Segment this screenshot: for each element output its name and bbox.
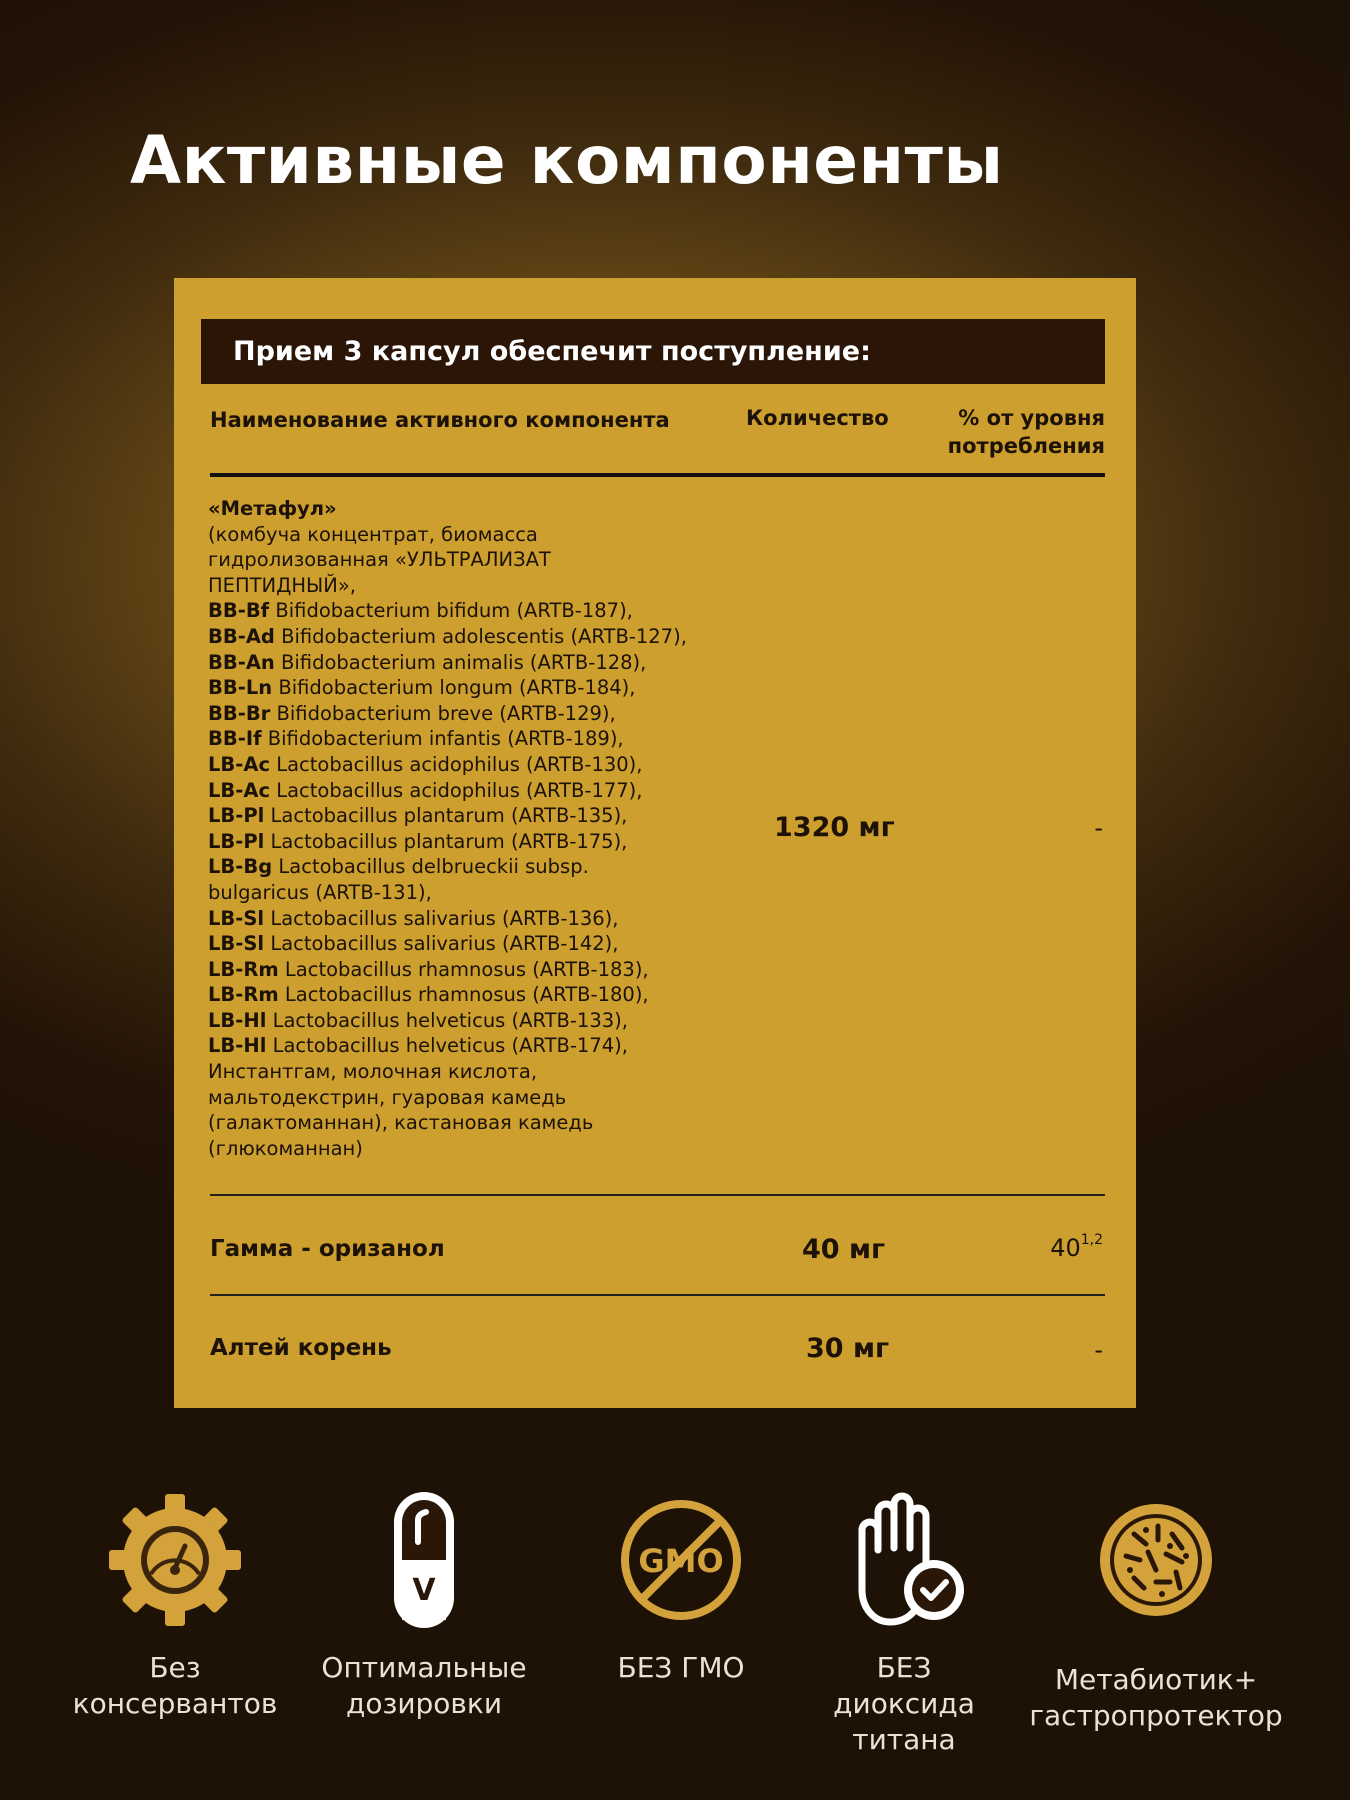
althea-pct: - <box>1094 1336 1103 1364</box>
column-qty-header: Количество <box>746 406 889 430</box>
feature-optimal-dosage <box>294 1490 554 1722</box>
composition-line <box>208 982 728 1008</box>
column-pct-line1: % от уровня <box>958 406 1105 430</box>
composition-line <box>208 854 728 880</box>
strain-code: LB-Hl <box>208 1008 267 1032</box>
feature-caption <box>551 1650 811 1686</box>
composition-line: мальтодекстрин, гуаровая камедь <box>208 1085 567 1109</box>
strain-code: LB-Ac <box>208 752 271 776</box>
strain-text: Bifidobacterium longum (ARTB-184), <box>272 676 636 700</box>
strain-text: Lactobacillus delbrueckii subsp. <box>272 855 589 879</box>
composition-line <box>208 1033 728 1059</box>
composition-line <box>208 778 728 804</box>
feature-caption <box>1021 1662 1291 1734</box>
strain-code: BB-Ad <box>208 624 275 648</box>
feature-no-preservatives <box>45 1490 305 1722</box>
column-pct-line2: потребления <box>947 434 1105 458</box>
composition-line <box>208 931 728 957</box>
strain-text: Lactobacillus plantarum (ARTB-175), <box>264 829 628 853</box>
strain-code: LB-Sl <box>208 932 265 956</box>
caption-line: консервантов <box>72 1687 278 1720</box>
composition-line: (глюкоманнан) <box>208 1136 363 1160</box>
table-header-bar: Прием 3 капсул обеспечит поступление: <box>201 319 1105 384</box>
strain-code: LB-Hl <box>208 1034 267 1058</box>
strain-text: Lactobacillus rhamnosus (ARTB-183), <box>278 957 649 981</box>
column-name-header: Наименование активного компонента <box>210 408 670 432</box>
strain-code: LB-Ac <box>208 778 271 802</box>
feature-caption <box>294 1650 554 1722</box>
strain-text: Lactobacillus acidophilus (ARTB-130), <box>270 752 643 776</box>
metaful-name: «Метафул» <box>208 497 337 520</box>
composition-line <box>208 752 728 778</box>
gamma-name: Гамма - оризанол <box>210 1236 445 1262</box>
caption-line: Метабиотик+ <box>1054 1663 1258 1696</box>
composition-line <box>208 624 728 650</box>
strain-code: LB-Sl <box>208 906 265 930</box>
composition-line <box>208 598 728 624</box>
strain-code: LB-Bg <box>208 855 273 879</box>
strain-text: Bifidobacterium infantis (ARTB-189), <box>261 727 624 751</box>
row-divider <box>210 1194 1105 1196</box>
strain-text: Bifidobacterium breve (ARTB-129), <box>270 701 616 725</box>
caption-line: Без <box>149 1651 201 1684</box>
gamma-qty: 40 мг <box>802 1234 886 1265</box>
composition-line <box>208 803 728 829</box>
strain-code: BB-Ln <box>208 676 273 700</box>
strain-text: Lactobacillus helveticus (ARTB-133), <box>266 1008 628 1032</box>
capsule-icon <box>354 1490 494 1630</box>
metaful-qty: 1320 мг <box>774 812 895 843</box>
composition-line <box>208 650 728 676</box>
althea-qty: 30 мг <box>806 1333 890 1364</box>
strain-code: LB-Rm <box>208 983 279 1007</box>
caption-line: дозировки <box>345 1687 503 1720</box>
composition-line <box>208 957 728 983</box>
hand-check-icon <box>834 1490 974 1630</box>
feature-no-gmo <box>551 1490 811 1686</box>
composition-line: bulgaricus (ARTB-131), <box>208 880 432 904</box>
strain-text: Lactobacillus rhamnosus (ARTB-180), <box>278 983 649 1007</box>
gamma-pct-footnote: 1,2 <box>1080 1232 1103 1248</box>
page-title: Активные компоненты <box>130 122 1004 199</box>
gear-gauge-icon <box>105 1490 245 1630</box>
strain-text: Lactobacillus helveticus (ARTB-174), <box>266 1034 628 1058</box>
capsule-glyph: V <box>412 1573 436 1608</box>
header-divider <box>210 473 1105 477</box>
row-divider <box>210 1294 1105 1296</box>
strain-text: Lactobacillus plantarum (ARTB-135), <box>264 804 628 828</box>
column-pct-header <box>905 404 1105 460</box>
strain-code: LB-Rm <box>208 957 279 981</box>
feature-no-titanium-dioxide <box>774 1490 1034 1758</box>
strain-text: Lactobacillus acidophilus (ARTB-177), <box>270 778 643 802</box>
features-row <box>0 1490 1350 1790</box>
strain-code: BB-If <box>208 727 262 751</box>
gamma-pct <box>1050 1232 1103 1262</box>
caption-line: Оптимальные <box>321 1651 527 1684</box>
strain-code: BB-Br <box>208 701 271 725</box>
gamma-pct-value: 40 <box>1050 1234 1081 1262</box>
caption-line: БЕЗ ГМО <box>617 1651 745 1684</box>
composition-line: гидролизованная «УЛЬТРАЛИЗАТ <box>208 548 551 572</box>
strain-text: Bifidobacterium animalis (ARTB-128), <box>274 650 647 674</box>
caption-line: титана <box>852 1723 956 1756</box>
strain-code: LB-Pl <box>208 829 265 853</box>
feature-metabiotic <box>1021 1490 1291 1734</box>
composition-line <box>208 701 728 727</box>
strain-code: LB-Pl <box>208 804 265 828</box>
active-components-table <box>174 278 1136 1408</box>
composition-line <box>208 675 728 701</box>
composition-line: (галактоманнан), кастановая камедь <box>208 1111 594 1135</box>
metaful-pct: - <box>1094 814 1103 842</box>
caption-line: гастропротектор <box>1029 1699 1283 1732</box>
strain-text: Bifidobacterium adolescentis (ARTB-127), <box>274 624 687 648</box>
composition-line <box>208 906 728 932</box>
strain-code: BB-Bf <box>208 599 270 623</box>
strain-code: BB-An <box>208 650 275 674</box>
feature-caption <box>774 1650 1034 1758</box>
composition-line: ПЕПТИДНЫЙ», <box>208 573 356 597</box>
althea-name: Алтей корень <box>210 1335 392 1361</box>
strain-text: Lactobacillus salivarius (ARTB-136), <box>264 906 619 930</box>
composition-line: Инстантгам, молочная кислота, <box>208 1060 538 1084</box>
composition-line <box>208 1008 728 1034</box>
composition-line: (комбуча концентрат, биомасса <box>208 522 538 546</box>
strain-text: Bifidobacterium bifidum (ARTB-187), <box>269 599 633 623</box>
caption-line: БЕЗ <box>876 1651 932 1684</box>
gmo-glyph: GMO <box>638 1542 724 1580</box>
composition-line <box>208 726 728 752</box>
metaful-composition <box>208 496 728 1161</box>
strain-text: Lactobacillus salivarius (ARTB-142), <box>264 932 619 956</box>
feature-caption <box>45 1650 305 1722</box>
composition-line <box>208 829 728 855</box>
caption-line: диоксида <box>833 1687 975 1720</box>
no-gmo-icon <box>611 1490 751 1630</box>
bacteria-icon <box>1086 1490 1226 1630</box>
